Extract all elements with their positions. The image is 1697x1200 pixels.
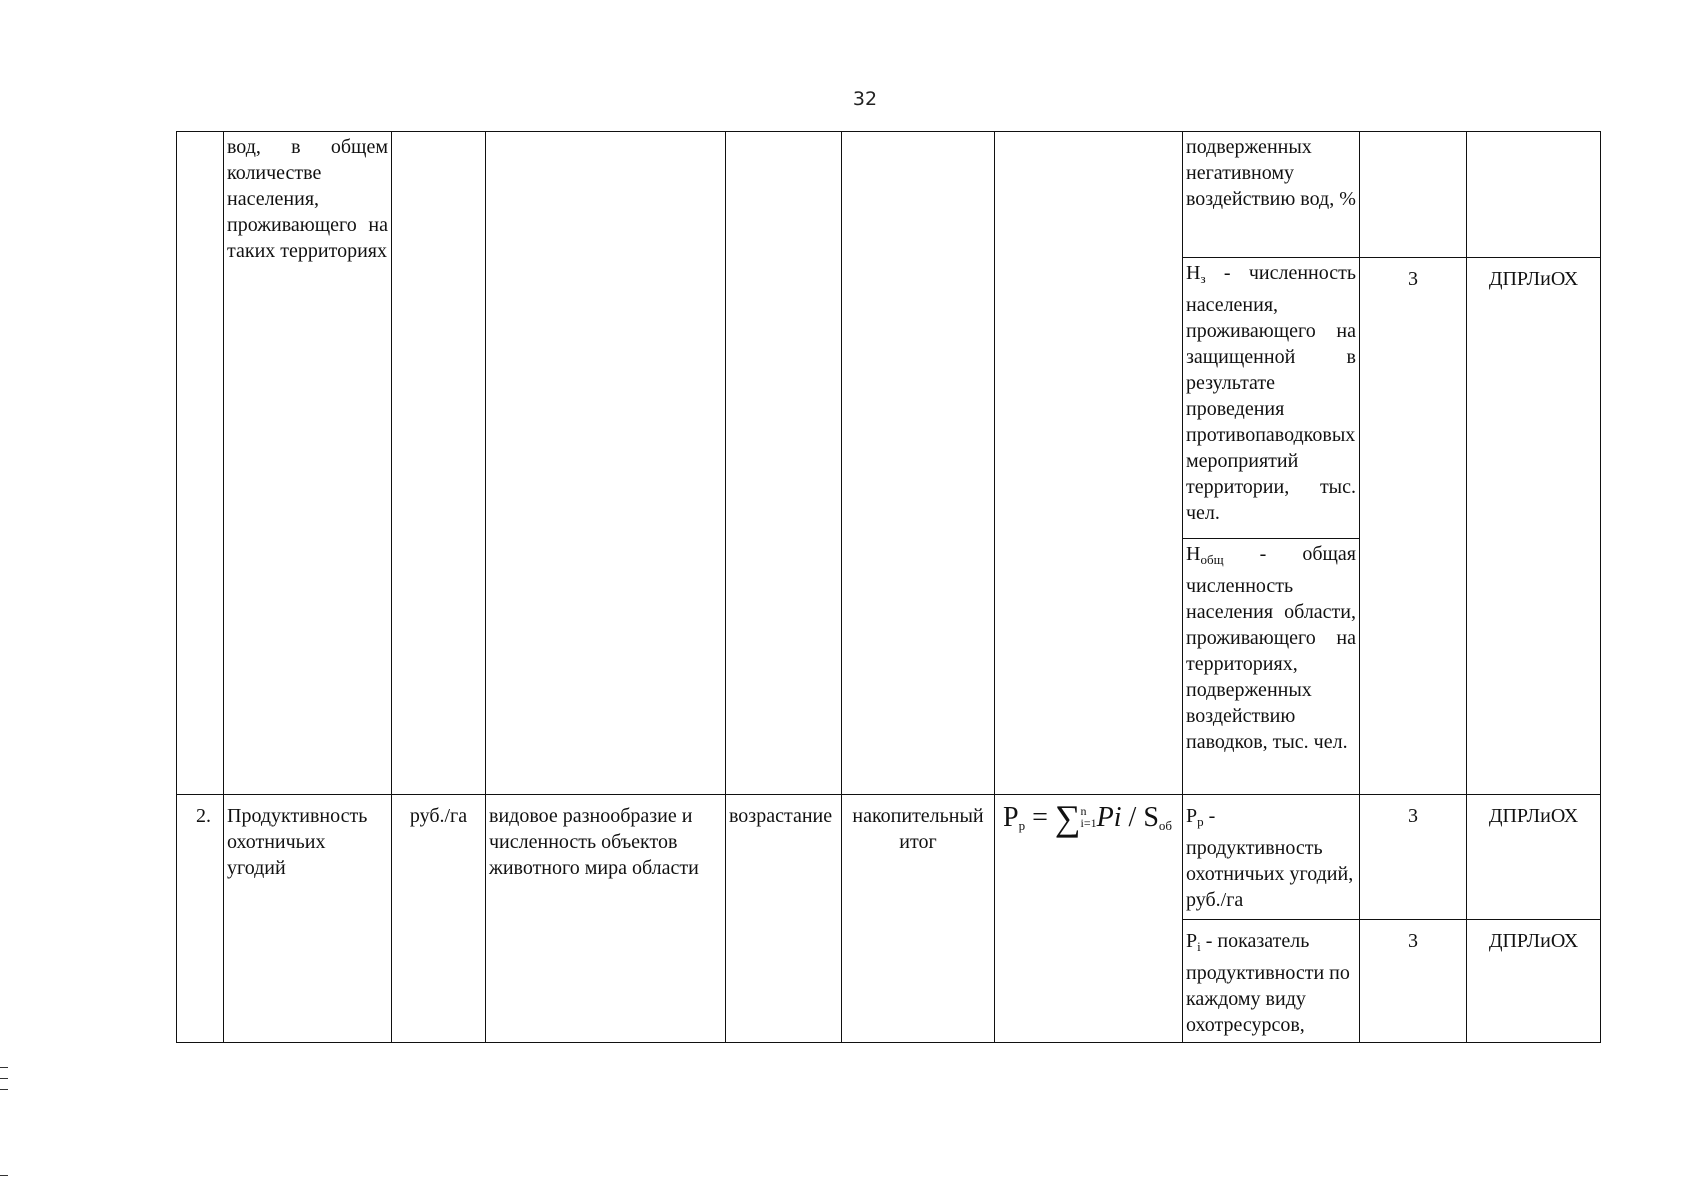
cell-number: [177, 132, 224, 795]
cell-trend: [726, 132, 842, 795]
cell-method: [842, 132, 995, 795]
cell-component: $Н_з$ - численность населения, проживающего на защищенной в результате проведения противопаводковых мероприятий территории, тыс. чел.: [1183, 258, 1360, 539]
cell-formula: [995, 132, 1183, 795]
scan-margin-mark: [0, 1078, 8, 1079]
cell-indicator-name: вод, в общем количестве населения, проживающего на таких территориях: [224, 132, 392, 795]
page-number: 32: [852, 88, 878, 110]
cell-level: 3: [1360, 920, 1467, 1043]
scan-margin-mark: [0, 1067, 8, 1068]
cell-level: [1360, 132, 1467, 258]
cell-unit: [392, 132, 486, 795]
scan-margin-mark: [0, 1175, 8, 1176]
cell-component: $P_i$ - показатель продуктивности по каждому виду охотресурсов,: [1183, 920, 1360, 1043]
cell-level: 3: [1360, 795, 1467, 920]
cell-source: ДПРЛиОХ: [1467, 258, 1601, 795]
cell-trend: возрастание: [726, 795, 842, 1043]
scan-margin-mark: [0, 1089, 8, 1090]
cell-component: $P_р$ - продуктивность охотничьих угодий, руб./га: [1183, 795, 1360, 920]
cell-component: $Н_{общ}$ - общая численность населения области, проживающего на территориях, подверженных воздействию паводков, тыс. чел.: [1183, 539, 1360, 795]
indicators-table: [176, 131, 1601, 1043]
cell-level: 3: [1360, 258, 1467, 795]
cell-number: 2.: [177, 795, 224, 1043]
cell-source: ДПРЛиОХ: [1467, 795, 1601, 920]
cell-formula: $P_р = \sum n$ $i=1Pi / S_{об}$: [995, 795, 1183, 1043]
cell-indicator-name: Продуктивность охотничьих угодий: [224, 795, 392, 1043]
cell-unit: руб./га: [392, 795, 486, 1043]
cell-source: ДПРЛиОХ: [1467, 920, 1601, 1043]
cell-description: [486, 132, 726, 795]
table-row: [177, 795, 1601, 920]
cell-source: [1467, 132, 1601, 258]
cell-description: видовое разнообразие и численность объектов животного мира области: [486, 795, 726, 1043]
table-row: [177, 132, 1601, 258]
cell-component: подверженных негативному воздействию вод, %: [1183, 132, 1360, 258]
cell-method: накопительный итог: [842, 795, 995, 1043]
